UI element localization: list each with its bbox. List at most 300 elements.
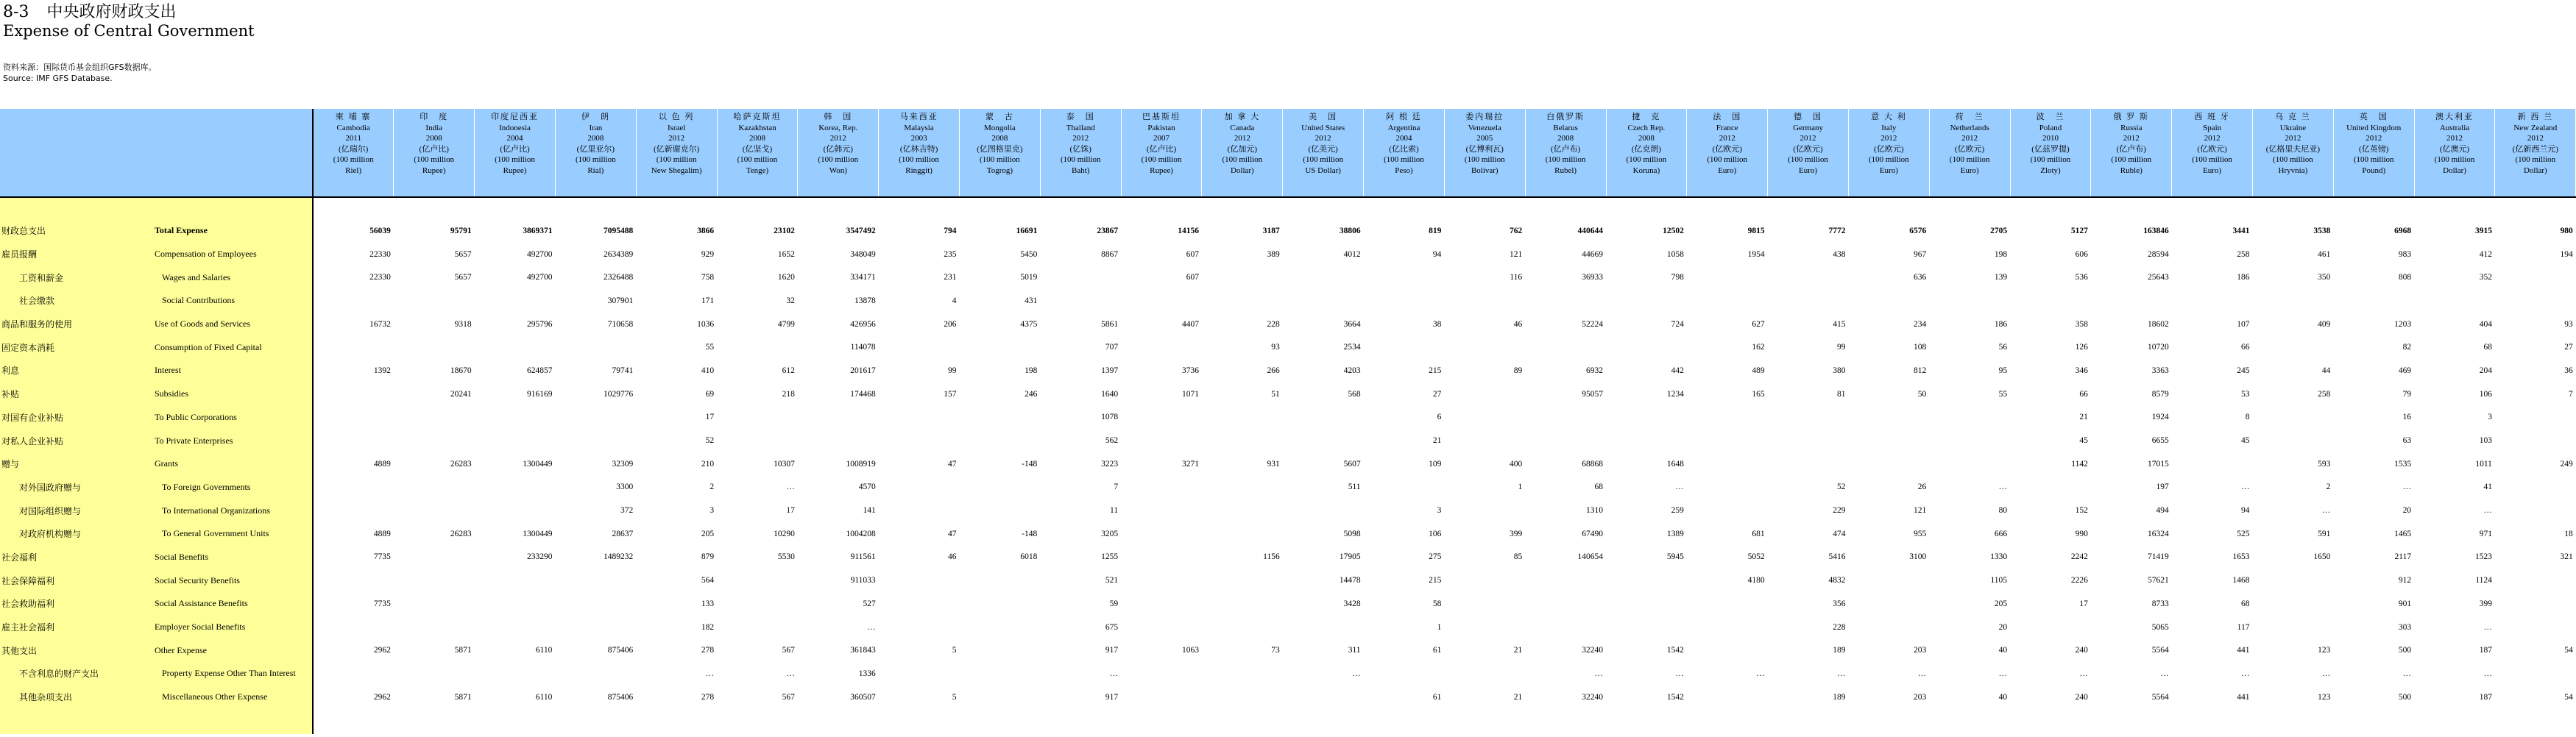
table-title-zh: 中央政府财政支出 — [46, 3, 177, 21]
unit-en-line2: Riel) — [345, 165, 362, 175]
value-cell: 63 — [2402, 436, 2412, 446]
country-header — [879, 109, 960, 197]
unit-en-line1: (100 million — [1060, 155, 1101, 165]
value-cell — [1606, 335, 1687, 359]
unit-en-line2: Rial) — [587, 165, 604, 175]
filler-cell — [394, 708, 475, 734]
value-cell: 606 — [2075, 249, 2088, 259]
value-cell: 259 — [1671, 506, 1684, 516]
value-cell: 911033 — [850, 576, 876, 585]
value-cell: 636 — [1914, 273, 1927, 282]
value-cell: 4375 — [1020, 319, 1038, 329]
unit-en-line1: (100 million — [1464, 155, 1505, 165]
value-cell — [1202, 592, 1283, 616]
value-cell — [2495, 406, 2576, 430]
value-cell: 3223 — [1101, 459, 1119, 469]
spacer-cell — [1444, 197, 1525, 219]
value-cell: 4 — [952, 296, 957, 305]
country-header — [1444, 109, 1525, 197]
value-cell: … — [2241, 669, 2250, 678]
table-row — [0, 638, 2576, 662]
value-cell: 415 — [1833, 319, 1846, 329]
value-cell: 32240 — [1582, 646, 1603, 655]
value-cell: 568 — [1348, 389, 1361, 399]
value-cell: 187 — [2479, 646, 2492, 655]
country-name-zh: 柬 埔 寨 — [335, 113, 372, 121]
value-cell: 931 — [1267, 459, 1280, 469]
filler-cell — [717, 708, 798, 734]
value-cell — [1444, 569, 1525, 592]
unit-zh: (亿澳元) — [2439, 144, 2470, 154]
filler-row — [0, 708, 2576, 734]
value-cell — [313, 569, 394, 592]
value-cell: 469 — [2398, 366, 2412, 375]
value-cell — [475, 662, 556, 686]
value-cell — [1848, 616, 1929, 639]
value-cell: 198 — [1025, 366, 1038, 375]
value-cell: 1 — [1437, 622, 1442, 632]
value-cell — [960, 662, 1041, 686]
value-cell: 69 — [705, 389, 715, 399]
value-cell — [960, 638, 1041, 662]
value-cell — [313, 289, 394, 313]
value-cell: 350 — [2318, 273, 2331, 282]
unit-en-line1: (100 million — [2192, 155, 2232, 165]
unit-zh: (亿美元) — [1308, 144, 1338, 154]
value-cell: 593 — [2318, 459, 2331, 469]
value-cell: 51 — [1271, 389, 1280, 399]
spacer-cell — [2253, 197, 2334, 219]
value-cell: 3 — [1437, 506, 1442, 516]
value-cell: … — [2079, 669, 2088, 678]
value-cell — [1202, 429, 1283, 452]
value-cell — [1121, 289, 1202, 313]
data-year: 2012 — [1961, 134, 1978, 143]
unit-en-line1: (100 million — [1868, 155, 1909, 165]
value-cell — [313, 476, 394, 499]
value-cell: 7095488 — [604, 226, 634, 235]
country-name-en: Kazakhstan — [738, 123, 776, 132]
data-year: 2012 — [2446, 134, 2463, 143]
value-cell — [1525, 429, 1606, 452]
filler-cell — [960, 708, 1041, 734]
value-cell: 3869371 — [523, 226, 553, 235]
unit-en-line2: Euro) — [1799, 165, 1818, 175]
value-cell: 215 — [1429, 366, 1442, 375]
table-row — [0, 243, 2576, 266]
value-cell — [2253, 569, 2334, 592]
country-name-zh: 捷 克 — [1632, 113, 1661, 121]
value-cell: 182 — [701, 622, 715, 632]
table-row — [0, 335, 2576, 359]
country-name-en: Indonesia — [499, 123, 531, 132]
value-cell: 971 — [2479, 529, 2492, 538]
unit-zh: (亿坚戈) — [742, 144, 773, 154]
country-header — [394, 109, 475, 197]
value-cell — [1768, 406, 1849, 430]
value-cell — [2495, 592, 2576, 616]
value-cell: 3736 — [1181, 366, 1199, 375]
table-row — [0, 476, 2576, 499]
value-cell: 6110 — [535, 646, 553, 655]
value-cell — [555, 592, 636, 616]
value-cell: 1954 — [1747, 249, 1765, 259]
value-cell: 103 — [2479, 436, 2492, 446]
value-cell — [1202, 266, 1283, 289]
value-cell — [1687, 638, 1768, 662]
value-cell: 11 — [1110, 506, 1119, 516]
country-name-en: Germany — [1793, 123, 1823, 132]
value-cell: 1392 — [373, 366, 391, 375]
country-name-en: Korea, Rep. — [818, 123, 858, 132]
value-cell — [1768, 452, 1849, 476]
value-cell — [555, 429, 636, 452]
value-cell — [1121, 499, 1202, 522]
value-cell: … — [1109, 669, 1119, 678]
value-cell — [1606, 406, 1687, 430]
value-cell: 228 — [1267, 319, 1280, 329]
value-cell — [1283, 686, 1364, 709]
value-cell: 361843 — [850, 646, 876, 655]
row-label-en: Subsidies — [155, 382, 313, 406]
value-cell — [1202, 406, 1283, 430]
value-cell: 3547492 — [846, 226, 876, 235]
row-label-zh: 雇主社会福利 — [0, 616, 155, 639]
table-row — [0, 266, 2576, 289]
value-cell: 567 — [782, 646, 795, 655]
source-zh: 资料来源：国际货币基金组织GFS数据库。 — [3, 63, 157, 72]
value-cell — [1202, 499, 1283, 522]
data-year: 2011 — [345, 134, 361, 143]
value-cell: 228 — [1833, 622, 1846, 632]
row-label-en: Total Expense — [155, 219, 313, 243]
value-cell: 311 — [1348, 646, 1361, 655]
filler-cell — [1364, 708, 1445, 734]
country-name-en: Spain — [2203, 123, 2222, 132]
unit-en-line2: Koruna) — [1632, 165, 1660, 175]
unit-en-line2: Ruble) — [2120, 165, 2142, 175]
value-cell: 2 — [2326, 483, 2331, 492]
value-cell: 627 — [1752, 319, 1765, 329]
value-cell: 798 — [1671, 273, 1684, 282]
unit-en-line1: (100 million — [1141, 155, 1182, 165]
value-cell — [313, 335, 394, 359]
value-cell — [798, 406, 879, 430]
unit-zh: (亿卢比) — [419, 144, 449, 154]
filler-cell — [1040, 708, 1121, 734]
value-cell: 879 — [701, 552, 715, 562]
filler-cell — [1444, 708, 1525, 734]
spacer-cell — [879, 197, 960, 219]
value-cell — [717, 569, 798, 592]
country-header — [960, 109, 1041, 197]
value-cell: 6968 — [2394, 226, 2412, 235]
value-cell: 2705 — [1990, 226, 2008, 235]
value-cell: 380 — [1833, 366, 1846, 375]
value-cell — [2495, 616, 2576, 639]
table-row — [0, 499, 2576, 522]
value-cell — [1444, 406, 1525, 430]
value-cell — [1283, 499, 1364, 522]
spacer-cell — [394, 197, 475, 219]
value-cell — [1121, 686, 1202, 709]
value-cell — [1606, 616, 1687, 639]
value-cell: 16 — [2402, 413, 2412, 422]
value-cell: 61 — [1432, 692, 1442, 702]
value-cell — [555, 662, 636, 686]
value-cell: 94 — [1432, 249, 1442, 259]
value-cell: 68 — [2483, 343, 2492, 352]
unit-zh: (亿瑞尔) — [338, 144, 369, 154]
value-cell: … — [786, 483, 795, 492]
value-cell: 5657 — [454, 249, 472, 259]
value-cell: 36 — [2564, 366, 2573, 375]
unit-en-line2: Rupee) — [422, 165, 446, 175]
unit-en-line2: Tenge) — [746, 165, 769, 175]
row-label-en: To International Organizations — [155, 499, 313, 522]
value-cell: 1105 — [1990, 576, 2008, 585]
value-cell: 82 — [2402, 343, 2412, 352]
filler-cell — [2253, 708, 2334, 734]
row-label-zh: 商品和服务的使用 — [0, 313, 155, 336]
country-header — [1687, 109, 1768, 197]
unit-zh: (亿卢比) — [1146, 144, 1177, 154]
value-cell: 562 — [1105, 436, 1119, 446]
value-cell — [1121, 335, 1202, 359]
value-cell: 275 — [1429, 552, 1442, 562]
value-cell — [960, 406, 1041, 430]
value-cell: 2326488 — [604, 273, 634, 282]
value-cell: 206 — [944, 319, 957, 329]
spacer-cell — [1687, 197, 1768, 219]
value-cell: 724 — [1671, 319, 1684, 329]
country-name-zh: 西 班 牙 — [2194, 113, 2230, 121]
value-cell: 5564 — [2151, 646, 2169, 655]
filler-cell — [1848, 708, 1929, 734]
unit-en-line1: (100 million — [2515, 155, 2556, 165]
table-row — [0, 359, 2576, 382]
value-cell: 567 — [782, 692, 795, 702]
value-cell: 431 — [1025, 296, 1038, 305]
value-cell: 762 — [1509, 226, 1523, 235]
row-label-zh: 社会缴款 — [0, 289, 155, 313]
value-cell: 474 — [1833, 529, 1846, 538]
row-label-en: Social Benefits — [155, 546, 313, 569]
value-cell: 171 — [701, 296, 715, 305]
value-cell — [717, 335, 798, 359]
country-name-en: Poland — [2039, 123, 2062, 132]
value-cell: 929 — [701, 249, 715, 259]
filler-label-zh — [0, 708, 155, 734]
value-cell — [394, 569, 475, 592]
value-cell — [2253, 289, 2334, 313]
country-name-zh: 泰 国 — [1066, 113, 1095, 121]
value-cell — [2495, 289, 2576, 313]
filler-cell — [2172, 708, 2253, 734]
value-cell: 186 — [2237, 273, 2250, 282]
value-cell — [1121, 662, 1202, 686]
row-label-zh: 社会福利 — [0, 546, 155, 569]
value-cell: 5127 — [2070, 226, 2088, 235]
value-cell — [1040, 266, 1121, 289]
country-header — [2091, 109, 2172, 197]
value-cell: 6932 — [1586, 366, 1603, 375]
spacer-cell — [1283, 197, 1364, 219]
source-note — [3, 62, 157, 84]
value-cell: … — [2402, 483, 2412, 492]
row-label-en: Miscellaneous Other Expense — [155, 686, 313, 709]
unit-en-line1: (100 million — [1545, 155, 1586, 165]
value-cell — [1364, 662, 1445, 686]
value-cell — [2010, 289, 2091, 313]
value-cell: 4889 — [373, 459, 391, 469]
value-cell — [960, 592, 1041, 616]
country-name-zh: 荷 兰 — [1955, 113, 1984, 121]
value-cell: 249 — [2560, 459, 2573, 469]
value-cell: 215 — [1429, 576, 1442, 585]
row-label-en: Property Expense Other Than Interest — [155, 662, 313, 686]
unit-en-line2: Rupee) — [503, 165, 527, 175]
value-cell: 9318 — [454, 319, 472, 329]
value-cell — [1687, 452, 1768, 476]
value-cell: 348049 — [850, 249, 876, 259]
table-row — [0, 429, 2576, 452]
table-row — [0, 686, 2576, 709]
value-cell: 492700 — [526, 249, 553, 259]
value-cell — [879, 429, 960, 452]
table-number: 8-3 — [3, 3, 29, 21]
value-cell: 901 — [2398, 599, 2412, 608]
row-label-zh: 利息 — [0, 359, 155, 382]
value-cell: 5871 — [454, 692, 472, 702]
unit-zh: (亿卢布) — [1550, 144, 1581, 154]
value-cell: … — [705, 669, 715, 678]
value-cell: 6018 — [1020, 552, 1038, 562]
value-cell — [1525, 406, 1606, 430]
value-cell: 489 — [1752, 366, 1765, 375]
unit-en-line1: (100 million — [980, 155, 1020, 165]
value-cell: 26 — [1917, 483, 1927, 492]
filler-cell — [475, 708, 556, 734]
value-cell: 79 — [2402, 389, 2412, 399]
value-cell: 28594 — [2147, 249, 2169, 259]
value-cell: … — [1917, 669, 1927, 678]
value-cell: 1300449 — [523, 529, 553, 538]
value-cell: 17905 — [1339, 552, 1361, 562]
country-header — [2253, 109, 2334, 197]
country-name-zh: 巴基斯坦 — [1142, 113, 1181, 121]
value-cell: 2117 — [2394, 552, 2412, 562]
value-cell: 203 — [1914, 692, 1927, 702]
value-cell: 917 — [1105, 646, 1119, 655]
data-year: 2008 — [425, 134, 442, 143]
unit-zh: (亿欧元) — [2197, 144, 2227, 154]
value-cell: 95057 — [1582, 389, 1603, 399]
value-cell: 187 — [2479, 692, 2492, 702]
data-year: 2004 — [506, 134, 523, 143]
value-cell: 56 — [1998, 343, 2008, 352]
value-cell: 5019 — [1020, 273, 1038, 282]
value-cell: 99 — [948, 366, 957, 375]
value-cell — [1606, 289, 1687, 313]
spacer-cell — [1606, 197, 1687, 219]
value-cell — [1283, 289, 1364, 313]
value-cell — [1525, 592, 1606, 616]
value-cell: 3441 — [2232, 226, 2250, 235]
country-name-en: Mongolia — [984, 123, 1016, 132]
value-cell: 4203 — [1343, 366, 1361, 375]
value-cell: 442 — [1671, 366, 1684, 375]
value-cell — [960, 616, 1041, 639]
value-cell — [1364, 289, 1445, 313]
value-cell: 53 — [2241, 389, 2250, 399]
expense-table — [0, 109, 2576, 734]
value-cell — [1929, 452, 2010, 476]
country-name-zh: 韩 国 — [824, 113, 853, 121]
value-cell: 258 — [2237, 249, 2250, 259]
value-cell — [1202, 686, 1283, 709]
value-cell: 17 — [786, 506, 795, 516]
value-cell: 5065 — [2151, 622, 2169, 632]
data-year: 2012 — [829, 134, 846, 143]
value-cell — [475, 592, 556, 616]
value-cell: 197 — [2156, 483, 2169, 492]
value-cell: 607 — [1186, 249, 1199, 259]
value-cell — [1202, 569, 1283, 592]
row-label-en: To General Government Units — [155, 522, 313, 546]
unit-en-line2: Rupee) — [1150, 165, 1173, 175]
value-cell: 117 — [2237, 622, 2250, 632]
value-cell: … — [1836, 669, 1846, 678]
unit-zh: (亿图格里克) — [977, 144, 1023, 154]
value-cell — [1444, 289, 1525, 313]
value-cell: 955 — [1914, 529, 1927, 538]
value-cell — [1202, 522, 1283, 546]
unit-en-line2: Baht) — [1071, 165, 1090, 175]
value-cell: 23867 — [1097, 226, 1119, 235]
value-cell: 13878 — [854, 296, 876, 305]
value-cell: 1465 — [2394, 529, 2412, 538]
value-cell: 1310 — [1586, 506, 1603, 516]
value-cell: 511 — [1348, 483, 1361, 492]
value-cell: 307901 — [607, 296, 634, 305]
value-cell — [2495, 476, 2576, 499]
value-cell — [960, 335, 1041, 359]
country-name-zh: 波 兰 — [2036, 113, 2065, 121]
value-cell: 68 — [1594, 483, 1603, 492]
value-cell: … — [2321, 506, 2331, 516]
spacer-cell — [2010, 197, 2091, 219]
unit-zh: (亿欧元) — [1712, 144, 1742, 154]
country-name-en: Venezuela — [1468, 123, 1501, 132]
value-cell: 1071 — [1181, 389, 1199, 399]
value-cell — [1606, 569, 1687, 592]
value-cell — [2495, 429, 2576, 452]
value-cell — [1525, 616, 1606, 639]
value-cell: 133 — [701, 599, 715, 608]
value-cell: 912 — [2398, 576, 2412, 585]
value-cell — [879, 662, 960, 686]
value-cell — [879, 476, 960, 499]
value-cell: 108 — [1914, 343, 1927, 352]
row-label-zh: 赠与 — [0, 452, 155, 476]
unit-en-line2: Euro) — [1879, 165, 1898, 175]
country-name-zh: 俄 罗 斯 — [2113, 113, 2150, 121]
value-cell: 4180 — [1747, 576, 1765, 585]
unit-zh: (亿欧元) — [1874, 144, 1904, 154]
header-corner — [0, 109, 313, 197]
value-cell: 52224 — [1582, 319, 1603, 329]
